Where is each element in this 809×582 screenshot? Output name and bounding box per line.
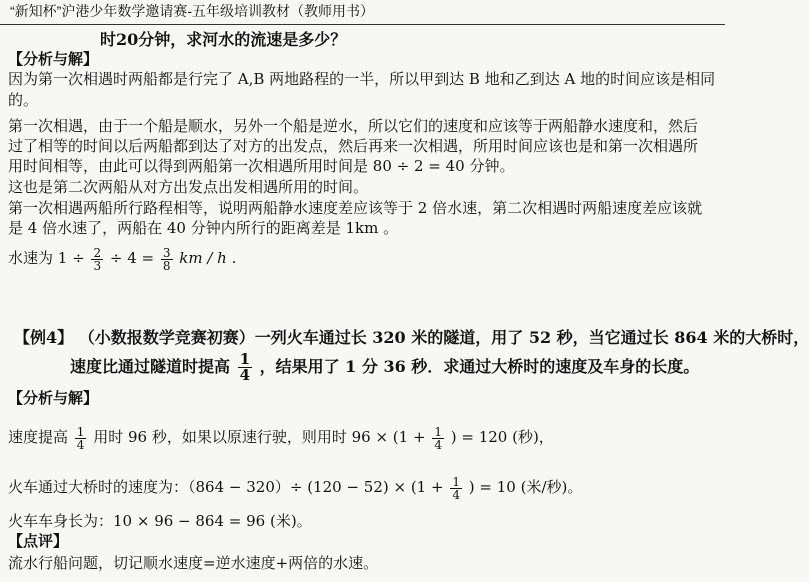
analysis-p4b: 是 4 倍水速了，两船在 40 分钟内所行的距离差是 1km 。	[8, 219, 399, 237]
comment-text: 流水行船问题，切记顺水速度=逆水速度+两倍的水速。	[8, 554, 379, 572]
analysis-p4a: 第一次相遇两船所行路程相等，说明两船静水速度差应该等于 2 倍水速，第二次相遇时两船速度差应该就	[8, 199, 703, 217]
analysis-p1b: 的。	[8, 91, 39, 109]
solution-step2: 火车通过大桥时的速度为：（864 − 320）÷ (120 − 52) × (1 + $\frac{1}{4}$ ) = 10 (米/秒)。	[8, 474, 583, 502]
header-rule	[0, 24, 725, 25]
comment-heading: 【点评】	[8, 532, 69, 550]
analysis2-heading: 【分析与解】	[8, 389, 99, 407]
analysis-p2b: 过了相等的时间以后两船都到达了对方的出发点，然后再来一次相遇，所用时间应该也是和第一次相遇所	[8, 137, 699, 155]
analysis-p3: 这也是第二次两船从对方出发点出发相遇所用的时间。	[8, 178, 369, 196]
question-tail: 时20分钟，求河水的流速是多少？	[100, 30, 347, 49]
solution-step1: 速度提高 $\frac{1}{4}$ 用时 96 秒，如果以原速行驶，则用时 96 × (1 + $\frac{1}{4}$ ) = 120 (秒)，	[8, 424, 554, 452]
fraction-1-4: $\frac{1}{4}$	[76, 424, 85, 452]
fraction-3-8: $\frac{3}{8}$	[162, 245, 171, 273]
page-header: “新知杯”沪港少年数学邀请赛-五年级培训教材（教师用书）	[10, 3, 374, 19]
fraction-1-4: $\frac{1}{4}$	[434, 424, 442, 452]
analysis-p1a: 因为第一次相遇时两船都是行完了 A,B 两地路程的一半，所以甲到达 B 地和乙到达 A 地的时间应该是相同	[8, 70, 716, 88]
fraction-1-4: $\frac{1}{4}$	[239, 350, 251, 384]
analysis-p2a: 第一次相遇，由于一个船是顺水，另外一个船是逆水，所以它们的速度和应该等于两船静水速度和，然后	[8, 117, 699, 135]
analysis-heading: 【分析与解】	[8, 50, 99, 68]
example4-line1: 【例4】 （小数报数学竞赛初赛）一列火车通过长 320 米的隧道，用了 52 秒，当它通过长 864 米的大桥时，	[14, 328, 809, 347]
example4-line2: 速度比通过隧道时提高 $\frac{1}{4}$ ，结果用了 1 分 36 秒．求通过大桥时的速度及车身的长度。	[70, 350, 700, 384]
water-speed-formula: 水速为 1 ÷ $\frac{2}{3}$ ÷ 4 = $\frac{3}{8}$ km / h .	[8, 245, 237, 273]
fraction-1-4: $\frac{1}{4}$	[452, 474, 460, 502]
analysis-p2c: 用时间相等，由此可以得到两船第一次相遇所用时间是 80 ÷ 2 = 40 分钟。	[8, 157, 515, 175]
solution-step3: 火车车身长为：10 × 96 − 864 = 96 (米)。	[8, 512, 312, 530]
fraction-2-3: $\frac{2}{3}$	[93, 245, 102, 273]
